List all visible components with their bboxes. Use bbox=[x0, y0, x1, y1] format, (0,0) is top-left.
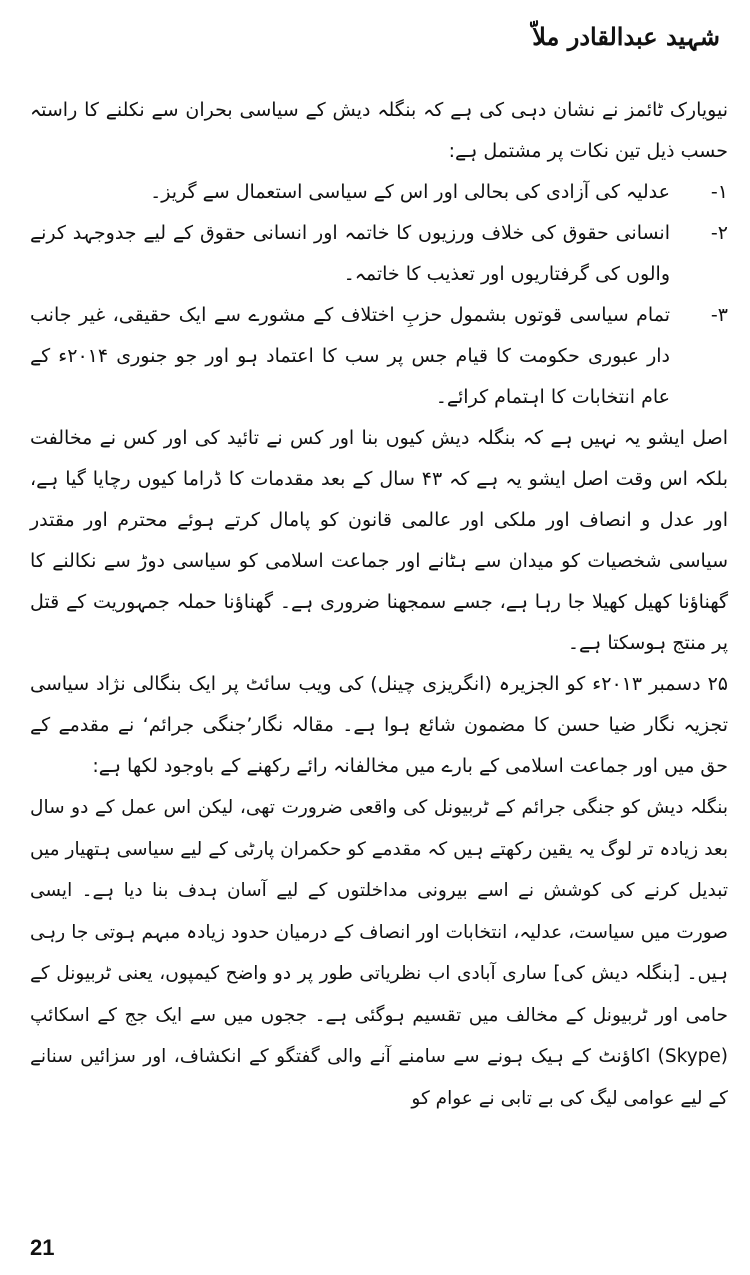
list-item-text: تمام سیاسی قوتوں بشمول حزبِ اختلاف کے مشورے سے ایک حقیقی، غیر جانب دار عبوری حکومت کا قیام جس پر سب کا اعتماد ہو اور جو جنوری ۲۰۱۴ء کے عام انتخابات کا اہتمام کرائے۔ bbox=[30, 304, 670, 408]
list-item-text: عدلیہ کی آزادی کی بحالی اور اس کے سیاسی استعمال سے گریز۔ bbox=[150, 181, 670, 203]
list-item-number: ۳- bbox=[710, 304, 728, 326]
page-body bbox=[30, 90, 728, 1119]
page-number: 21 bbox=[30, 1235, 55, 1260]
aljazeera-paragraph: ۲۵ دسمبر ۲۰۱۳ء کو الجزیرہ (انگریزی چینل) کی ویب سائٹ پر ایک بنگالی نژاد سیاسی تجزیہ نگار ضیا حسن کا مضمون شائع ہوا ہے۔ مقالہ نگار’جنگی جرائم‘ نے مقدمے کے حق میں اور جماعت اسلامی کے بارے میں مخالفانہ رائے رکھنے کے باوجود لکھا ہے: bbox=[30, 673, 728, 777]
list-item bbox=[30, 213, 728, 295]
list-item-number: ۱- bbox=[710, 181, 728, 203]
list-item-number: ۲- bbox=[710, 222, 728, 244]
main-paragraph: اصل ایشو یہ نہیں ہے کہ بنگلہ دیش کیوں بنا اور کس نے تائید کی اور کس نے مخالفت بلکہ اس وقت اصل ایشو یہ ہے کہ ۴۳ سال کے بعد مقدمات کا ڈراما کیوں رچایا گیا ہے، اور عدل و انصاف اور ملکی اور عالمی قانون کو پامال کرتے ہوئے محترم اور مقتدر سیاسی شخصیات کو میدان سے ہٹانے اور جماعت اسلامی کو سیاسی دوڑ سے نکالنے کا گھناؤنا کھیل کھیلا جا رہا ہے، جسے سمجھنا ضروری ہے۔ گھناؤنا حملہ جمہوریت کے قتل پر منتج ہوسکتا ہے۔ bbox=[30, 427, 728, 654]
intro-paragraph: نیویارک ٹائمز نے نشان دہی کی ہے کہ بنگلہ دیش کے سیاسی بحران سے نکلنے کا راستہ حسب ذیل تین نکات پر مشتمل ہے: bbox=[30, 99, 728, 162]
running-header: شہید عبدالقادر ملاّ bbox=[532, 22, 720, 51]
list-item-text: انسانی حقوق کی خلاف ورزیوں کا خاتمہ اور انسانی حقوق کے لیے جدوجہد کرنے والوں کی گرفتاریوں اور تعذیب کا خاتمہ۔ bbox=[30, 222, 670, 285]
quoted-paragraph: بنگلہ دیش کو جنگی جرائم کے ٹربیونل کی واقعی ضرورت تھی، لیکن اس عمل کے دو سال بعد زیادہ تر لوگ یہ یقین رکھتے ہیں کہ مقدمے کو حکمران پارٹی کے لیے سیاسی ہتھیار میں تبدیل کرنے کی کوشش نے اسے بیرونی مداخلتوں کے لیے آسان ہدف بنا دیا ہے۔ ایسی صورت میں سیاست، عدلیہ، انتخابات اور انصاف کے درمیان حدود زیادہ مبہم ہوتی جا رہی ہیں۔ [بنگلہ دیش کی] ساری آبادی اب نظریاتی طور پر دو واضح کیمپوں، یعنی ٹربیونل کے حامی اور ٹربیونل کے مخالف میں تقسیم ہوگئی ہے۔ ججوں میں سے ایک جج کے اسکائپ (Skype) اکاؤنٹ کے ہیک ہونے سے سامنے آنے والی گفتگو کے انکشاف، اور سزائیں سنانے کے لیے عوامی لیگ کی بے تابی نے عوام کو bbox=[30, 797, 728, 1109]
list-item bbox=[30, 172, 728, 213]
list-item bbox=[30, 295, 728, 418]
